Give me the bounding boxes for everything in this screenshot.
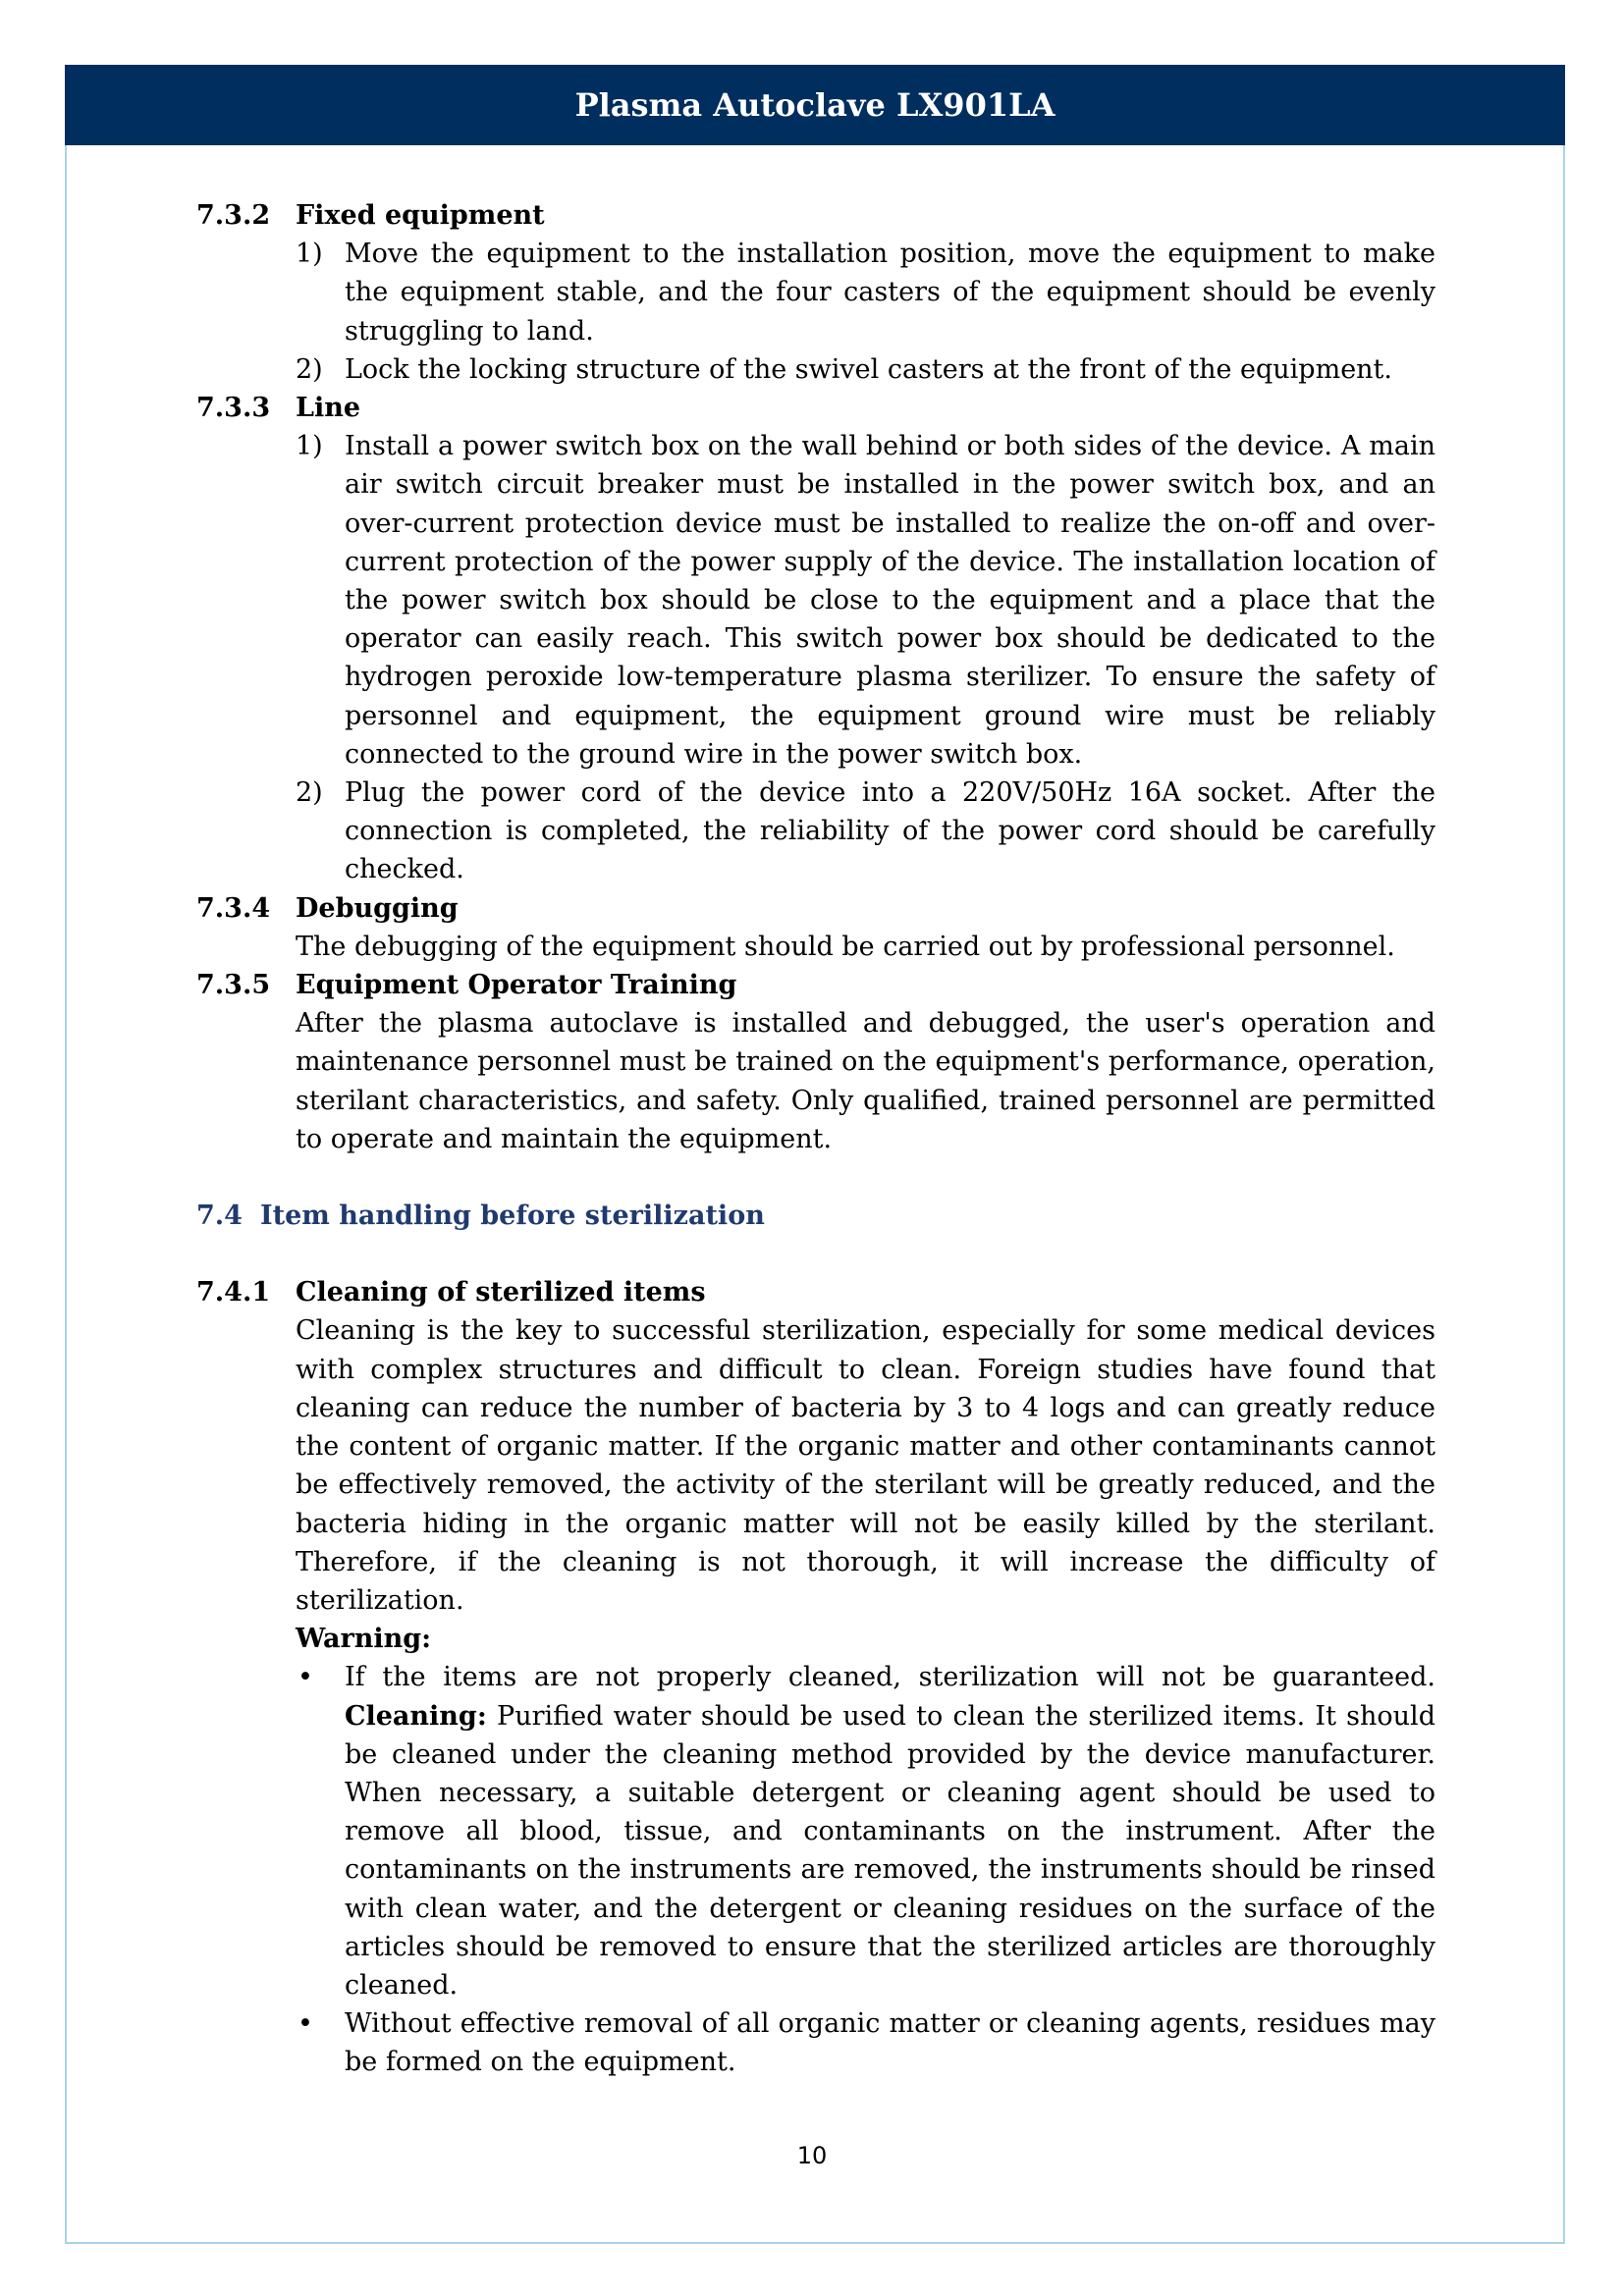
paragraph: After the plasma autoclave is installed and debugged, the user's operation and maintenance personnel must be trained on the equipment's performance, operation, sterilant characteristics, and safety. Only qualified, trained personnel are permitted to operate and maintain the equipment.: [296, 1008, 1435, 1154]
page-number: 10: [796, 2142, 828, 2169]
heading-number: 7.4: [196, 1201, 243, 1232]
list-text: Move the equipment to the installation position, move the equipment to make the equipment stable, and the four casters of the equipment should be evenly struggling to land.: [345, 239, 1435, 347]
heading-number: 7.3.4: [196, 892, 271, 924]
list-item: [296, 350, 1435, 389]
list-marker: 1): [296, 431, 323, 462]
heading-7-3-5: [196, 966, 1435, 1004]
document-body: [196, 196, 1435, 2082]
list-text: Lock the locking structure of the swivel casters at the front of the equipment.: [345, 353, 1392, 385]
heading-title: Debugging: [296, 892, 459, 924]
bullet-icon: •: [298, 1662, 313, 1693]
bullet-text: Without effective removal of all organic matter or cleaning agents, residues may be formed on the equipment.: [345, 2008, 1435, 2078]
heading-number: 7.3.2: [196, 200, 271, 231]
heading-number: 7.3.3: [196, 393, 271, 424]
heading-title: Equipment Operator Training: [296, 970, 737, 1001]
list-item: [296, 235, 1435, 350]
warning-label: Warning:: [296, 1624, 432, 1655]
heading-number: 7.4.1: [196, 1277, 271, 1308]
list-marker: 2): [296, 777, 323, 809]
list-text: Install a power switch box on the wall behind or both sides of the device. A main air switch circuit breaker must be installed in the power switch box, and an over-current protection device must be installed to realize the on-off and over-current protection of the power supply of the device. The installation location of the power switch box should be close to the equipment and a place that the operator can easily reach. This switch power box should be dedicated to the hydrogen peroxide low-temperature plasma sterilizer. To ensure the safety of personnel and equipment, the equipment ground wire must be reliably connected to the ground wire in the power switch box.: [345, 431, 1435, 770]
heading-7-3-2: [196, 196, 1435, 235]
heading-number: 7.3.5: [196, 970, 271, 1001]
heading-7-3-4: [196, 889, 1435, 928]
heading-title: Line: [296, 393, 361, 424]
bullet-icon: •: [298, 2008, 313, 2040]
heading-7-4-1: [196, 1273, 1435, 1311]
bullet-text: [345, 1658, 1435, 2004]
heading-7-4: [196, 1197, 1435, 1235]
list-item: [296, 774, 1435, 889]
bullet-bold-term: Cleaning:: [345, 1700, 487, 1732]
list-text: Plug the power cord of the device into a 220V/50Hz 16A socket. After the connection is completed, the reliability of the power cord should be carefully checked.: [345, 777, 1435, 885]
paragraph: The debugging of the equipment should be carried out by professional personnel.: [296, 931, 1395, 962]
bullet-item: [296, 1658, 1435, 2004]
bullet-rest: Purified water should be used to clean the sterilized items. It should be cleaned under the cleaning method provided by the device manufacturer. When necessary, a suitable detergent or cleaning agent should be used to remove all blood, tissue, and contaminants on the instrument. After the contaminants on the instruments are removed, the instruments should be rinsed with clean water, and the detergent or cleaning residues on the surface of the articles should be removed to ensure that the sterilized articles are thoroughly cleaned.: [345, 1700, 1435, 2001]
header-title: Plasma Autoclave LX901LA: [574, 86, 1056, 124]
bullet-item: [296, 2004, 1435, 2081]
heading-title: Item handling before sterilization: [260, 1201, 765, 1232]
bullet-lead: If the items are not properly cleaned, sterilization will not be guaranteed.: [345, 1662, 1435, 1693]
list-marker: 1): [296, 239, 323, 270]
heading-title: Cleaning of sterilized items: [296, 1277, 706, 1308]
heading-7-3-3: [196, 389, 1435, 427]
paragraph: Cleaning is the key to successful sterilization, especially for some medical devices with complex structures and difficult to clean. Foreign studies have found that cleaning can reduce the number of bacteria by 3 to 4 logs and can greatly reduce the content of organic matter. If the organic matter and other contaminants cannot be effectively removed, the activity of the sterilant will be greatly reduced, and the bacteria hiding in the organic matter will not be easily killed by the sterilant. Therefore, if the cleaning is not thorough, it will increase the difficulty of sterilization.: [296, 1315, 1435, 1616]
heading-title: Fixed equipment: [296, 200, 545, 231]
page-header: [65, 65, 1565, 145]
list-marker: 2): [296, 353, 323, 385]
list-item: [296, 427, 1435, 774]
